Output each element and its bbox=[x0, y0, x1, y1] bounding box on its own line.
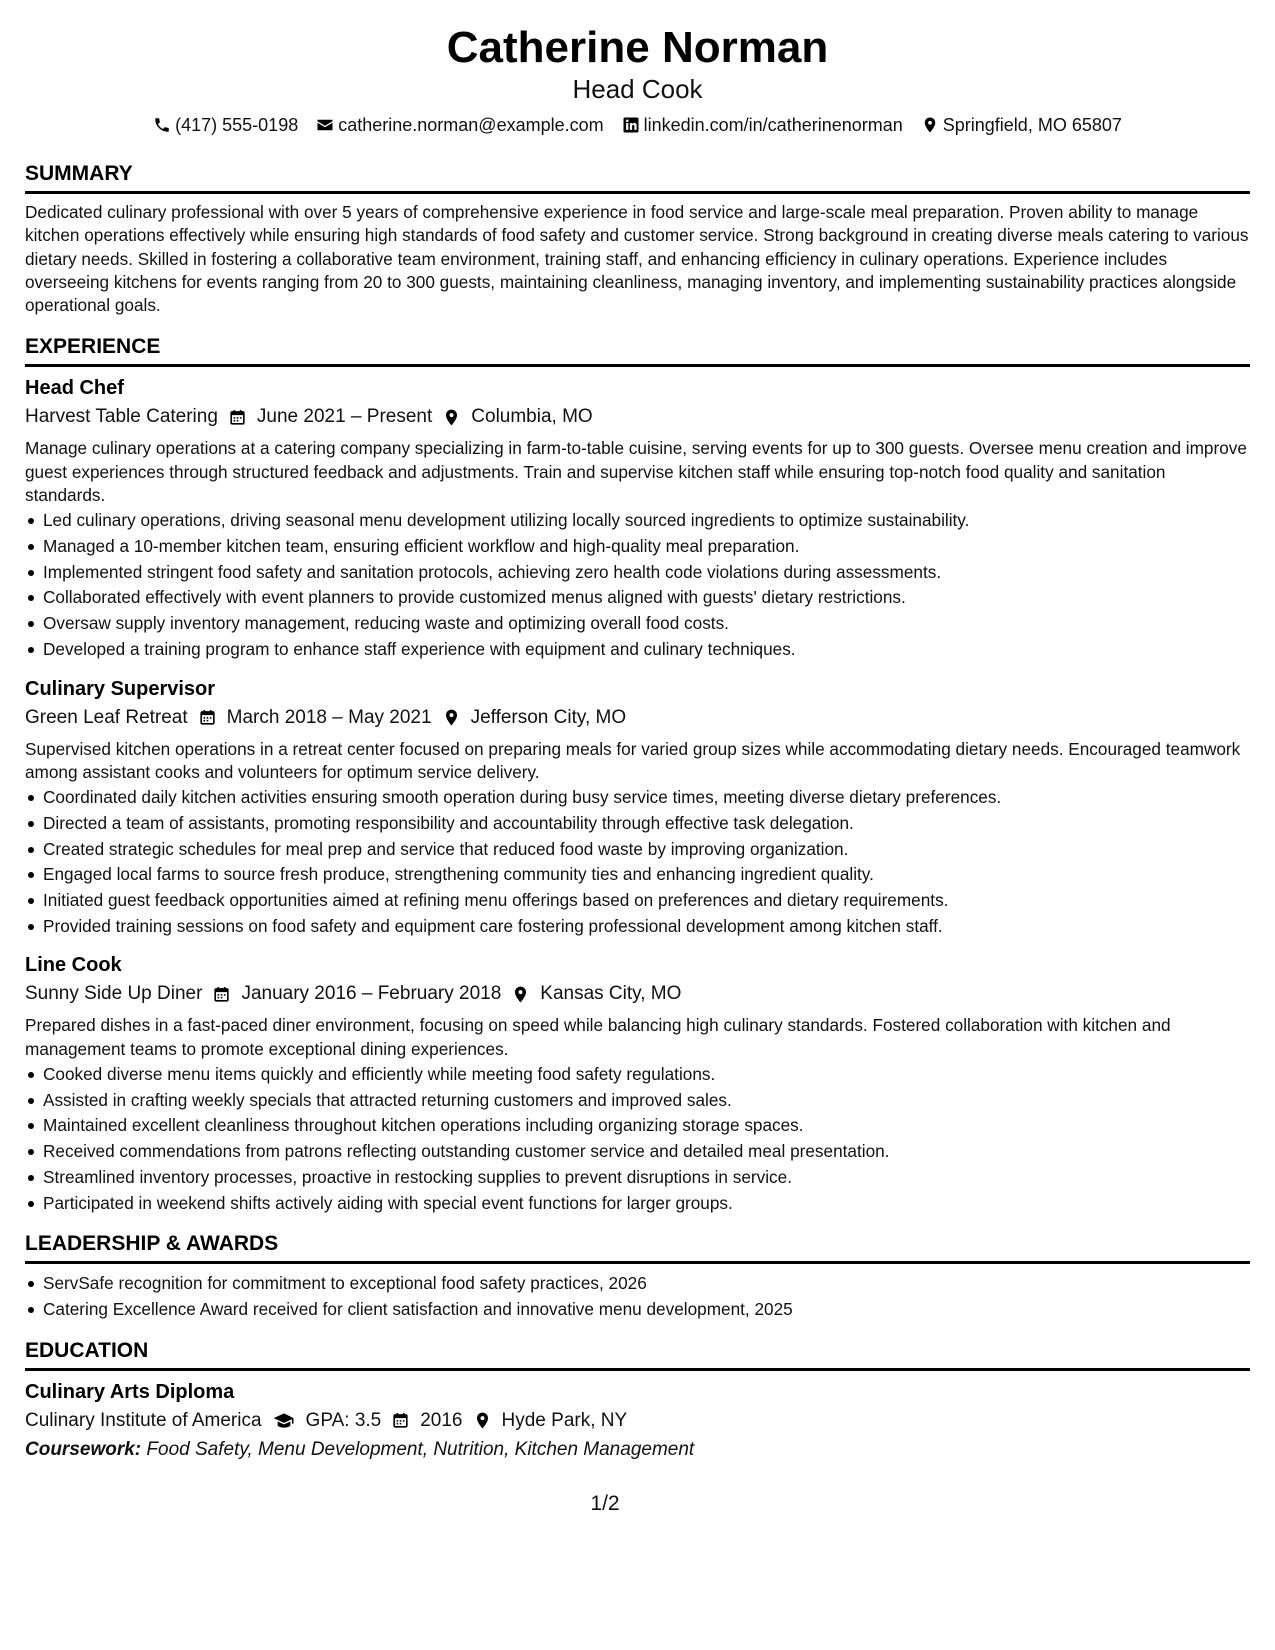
calendar-icon bbox=[212, 985, 231, 1004]
map-pin-icon bbox=[442, 408, 461, 427]
candidate-role: Head Cook bbox=[572, 74, 703, 104]
list-item: Cooked diverse menu items quickly and efficiently while meeting food safety regulations. bbox=[43, 1062, 1250, 1088]
map-pin-icon bbox=[511, 985, 530, 1004]
job-meta bbox=[25, 979, 1250, 1009]
experience-section bbox=[25, 333, 1250, 1216]
list-item: Engaged local farms to source fresh produce, strengthening community ties and enhancing ingredient quality. bbox=[43, 862, 1250, 888]
education-meta bbox=[25, 1406, 1250, 1436]
contact-email-text: catherine.norman@example.com bbox=[338, 115, 604, 135]
education-year bbox=[391, 1406, 462, 1436]
list-item: Collaborated effectively with event planners to provide customized menus aligned with guests' dietary restrictions. bbox=[43, 585, 1250, 611]
list-item: Directed a team of assistants, promoting responsibility and accountability through effective task delegation. bbox=[43, 811, 1250, 837]
job-location bbox=[442, 402, 592, 432]
job-location-text: Jefferson City, MO bbox=[470, 706, 627, 728]
resume-page bbox=[25, 22, 1250, 1464]
section-title-summary: SUMMARY bbox=[25, 162, 133, 185]
contact-location-text: Springfield, MO 65807 bbox=[942, 115, 1122, 135]
list-item: Implemented stringent food safety and sanitation protocols, achieving zero health code violations during assessments. bbox=[43, 560, 1250, 586]
awards-list bbox=[25, 1271, 1250, 1322]
job-entry bbox=[25, 374, 1250, 662]
list-item: Provided training sessions on food safety and equipment care fostering professional development among kitchen staff. bbox=[43, 914, 1250, 940]
job-dates bbox=[212, 979, 501, 1009]
summary-text: Dedicated culinary professional with over 5 years of comprehensive experience in food service and large-scale meal preparation. Proven ability to manage kitchen operations effectively while ensuring high standards of food safety and customer service. Strong background in creating diverse meals catering to various dietary needs. Skilled in fostering a collaborative team environment, training staff, and enhancing efficiency in culinary operations. Experience includes overseeing kitchens for events ranging from 20 to 300 guests, maintaining cleanliness, managing inventory, and implementing sustainability practices alongside operational goals. bbox=[25, 202, 1249, 316]
education-coursework bbox=[25, 1436, 1250, 1464]
job-bullets bbox=[25, 508, 1250, 662]
list-item: Oversaw supply inventory management, reducing waste and optimizing overall food costs. bbox=[43, 611, 1250, 637]
envelope-icon bbox=[316, 116, 334, 134]
graduation-cap-icon bbox=[272, 1411, 296, 1430]
job-company: Sunny Side Up Diner bbox=[25, 983, 203, 1005]
job-title: Line Cook bbox=[25, 954, 122, 977]
list-item: Created strategic schedules for meal prep and service that reduced food waste by improving organization. bbox=[43, 837, 1250, 863]
list-item: Catering Excellence Award received for client satisfaction and innovative menu development, 2025 bbox=[43, 1297, 1250, 1323]
coursework-label: Coursework: bbox=[25, 1438, 142, 1460]
job-dates bbox=[228, 402, 432, 432]
education-gpa bbox=[272, 1406, 382, 1436]
list-item: Participated in weekend shifts actively aiding with special event functions for larger groups. bbox=[43, 1191, 1250, 1217]
awards-section bbox=[25, 1230, 1250, 1322]
resume-header bbox=[25, 22, 1250, 138]
map-pin-icon bbox=[921, 116, 939, 134]
calendar-icon bbox=[228, 408, 247, 427]
section-title-experience: EXPERIENCE bbox=[25, 335, 161, 359]
list-item: Developed a training program to enhance staff experience with equipment and culinary techniques. bbox=[43, 637, 1250, 663]
job-entry bbox=[25, 675, 1250, 940]
section-title-awards: LEADERSHIP & AWARDS bbox=[25, 1232, 279, 1256]
list-item: Received commendations from patrons reflecting outstanding customer service and detailed meal presentation. bbox=[43, 1139, 1250, 1165]
job-meta bbox=[25, 703, 1250, 733]
job-entry bbox=[25, 951, 1250, 1216]
section-divider bbox=[25, 191, 1250, 194]
map-pin-icon bbox=[442, 708, 461, 727]
calendar-icon bbox=[391, 1411, 410, 1430]
map-pin-icon bbox=[473, 1411, 492, 1430]
contact-linkedin[interactable] bbox=[622, 112, 903, 138]
education-degree: Culinary Arts Diploma bbox=[25, 1380, 235, 1403]
education-school: Culinary Institute of America bbox=[25, 1409, 262, 1431]
job-description: Supervised kitchen operations in a retreat center focused on preparing meals for varied group sizes while accommodating dietary needs. Encouraged teamwork among assistant cooks and volunteers for optimum service delivery. bbox=[25, 738, 1241, 782]
job-description: Prepared dishes in a fast-paced diner environment, focusing on speed while balancing high culinary standards. Fostered collaboration with kitchen and management teams to promote exceptional dining experiences. bbox=[25, 1015, 1171, 1059]
list-item: Led culinary operations, driving seasonal menu development utilizing locally sourced ingredients to optimize sustainability. bbox=[43, 508, 1250, 534]
section-title-education: EDUCATION bbox=[25, 1338, 149, 1362]
list-item: Managed a 10-member kitchen team, ensuring efficient workflow and high-quality meal preparation. bbox=[43, 534, 1250, 560]
page-number: 1/2 bbox=[590, 1492, 620, 1515]
job-title: Culinary Supervisor bbox=[25, 677, 216, 700]
job-dates-text: June 2021 – Present bbox=[256, 406, 433, 428]
education-location-text: Hyde Park, NY bbox=[501, 1409, 628, 1431]
summary-section bbox=[25, 160, 1250, 317]
job-company: Harvest Table Catering bbox=[25, 406, 218, 428]
education-section bbox=[25, 1337, 1250, 1464]
job-location bbox=[511, 979, 681, 1009]
job-description: Manage culinary operations at a catering company specializing in farm-to-table cuisine, serving events for up to 300 guests. Oversee menu creation and improve guest experiences through structured feedback and adjustments. Train and supervise kitchen staff while ensuring top-notch food quality and sanitation standards. bbox=[25, 438, 1247, 506]
job-bullets bbox=[25, 785, 1250, 939]
section-divider bbox=[25, 364, 1250, 367]
job-title: Head Chef bbox=[25, 377, 124, 400]
job-location-text: Kansas City, MO bbox=[540, 983, 682, 1005]
contact-phone[interactable] bbox=[153, 112, 298, 138]
coursework-text: Food Safety, Menu Development, Nutrition, Kitchen Management bbox=[146, 1438, 695, 1460]
section-divider bbox=[25, 1368, 1250, 1371]
section-divider bbox=[25, 1261, 1250, 1264]
calendar-icon bbox=[198, 708, 217, 727]
contact-phone-text: (417) 555-0198 bbox=[175, 115, 299, 135]
contact-location bbox=[921, 112, 1122, 138]
list-item: Initiated guest feedback opportunities aimed at refining menu offerings based on preferences and dietary requirements. bbox=[43, 888, 1250, 914]
phone-icon bbox=[153, 116, 171, 134]
list-item: Assisted in crafting weekly specials that attracted returning customers and improved sales. bbox=[43, 1088, 1250, 1114]
job-dates bbox=[198, 703, 432, 733]
job-location bbox=[442, 703, 627, 733]
list-item: Coordinated daily kitchen activities ensuring smooth operation during busy service times, meeting diverse dietary preferences. bbox=[43, 785, 1250, 811]
job-company: Green Leaf Retreat bbox=[25, 706, 188, 728]
education-gpa-text: GPA: 3.5 bbox=[305, 1409, 382, 1431]
education-year-text: 2016 bbox=[420, 1409, 463, 1431]
list-item: Streamlined inventory processes, proactive in restocking supplies to prevent disruptions in service. bbox=[43, 1165, 1250, 1191]
job-location-text: Columbia, MO bbox=[471, 406, 593, 428]
list-item: ServSafe recognition for commitment to exceptional food safety practices, 2026 bbox=[43, 1271, 1250, 1297]
education-location bbox=[473, 1406, 628, 1436]
contact-email[interactable] bbox=[316, 112, 603, 138]
linkedin-icon bbox=[622, 116, 640, 134]
list-item: Maintained excellent cleanliness throughout kitchen operations including organizing storage spaces. bbox=[43, 1113, 1250, 1139]
job-meta bbox=[25, 402, 1250, 432]
contact-bar bbox=[25, 112, 1250, 138]
candidate-name: Catherine Norman bbox=[446, 23, 829, 72]
job-dates-text: March 2018 – May 2021 bbox=[226, 706, 432, 728]
contact-linkedin-text: linkedin.com/in/catherinenorman bbox=[643, 115, 903, 135]
job-bullets bbox=[25, 1062, 1250, 1216]
job-dates-text: January 2016 – February 2018 bbox=[241, 983, 502, 1005]
